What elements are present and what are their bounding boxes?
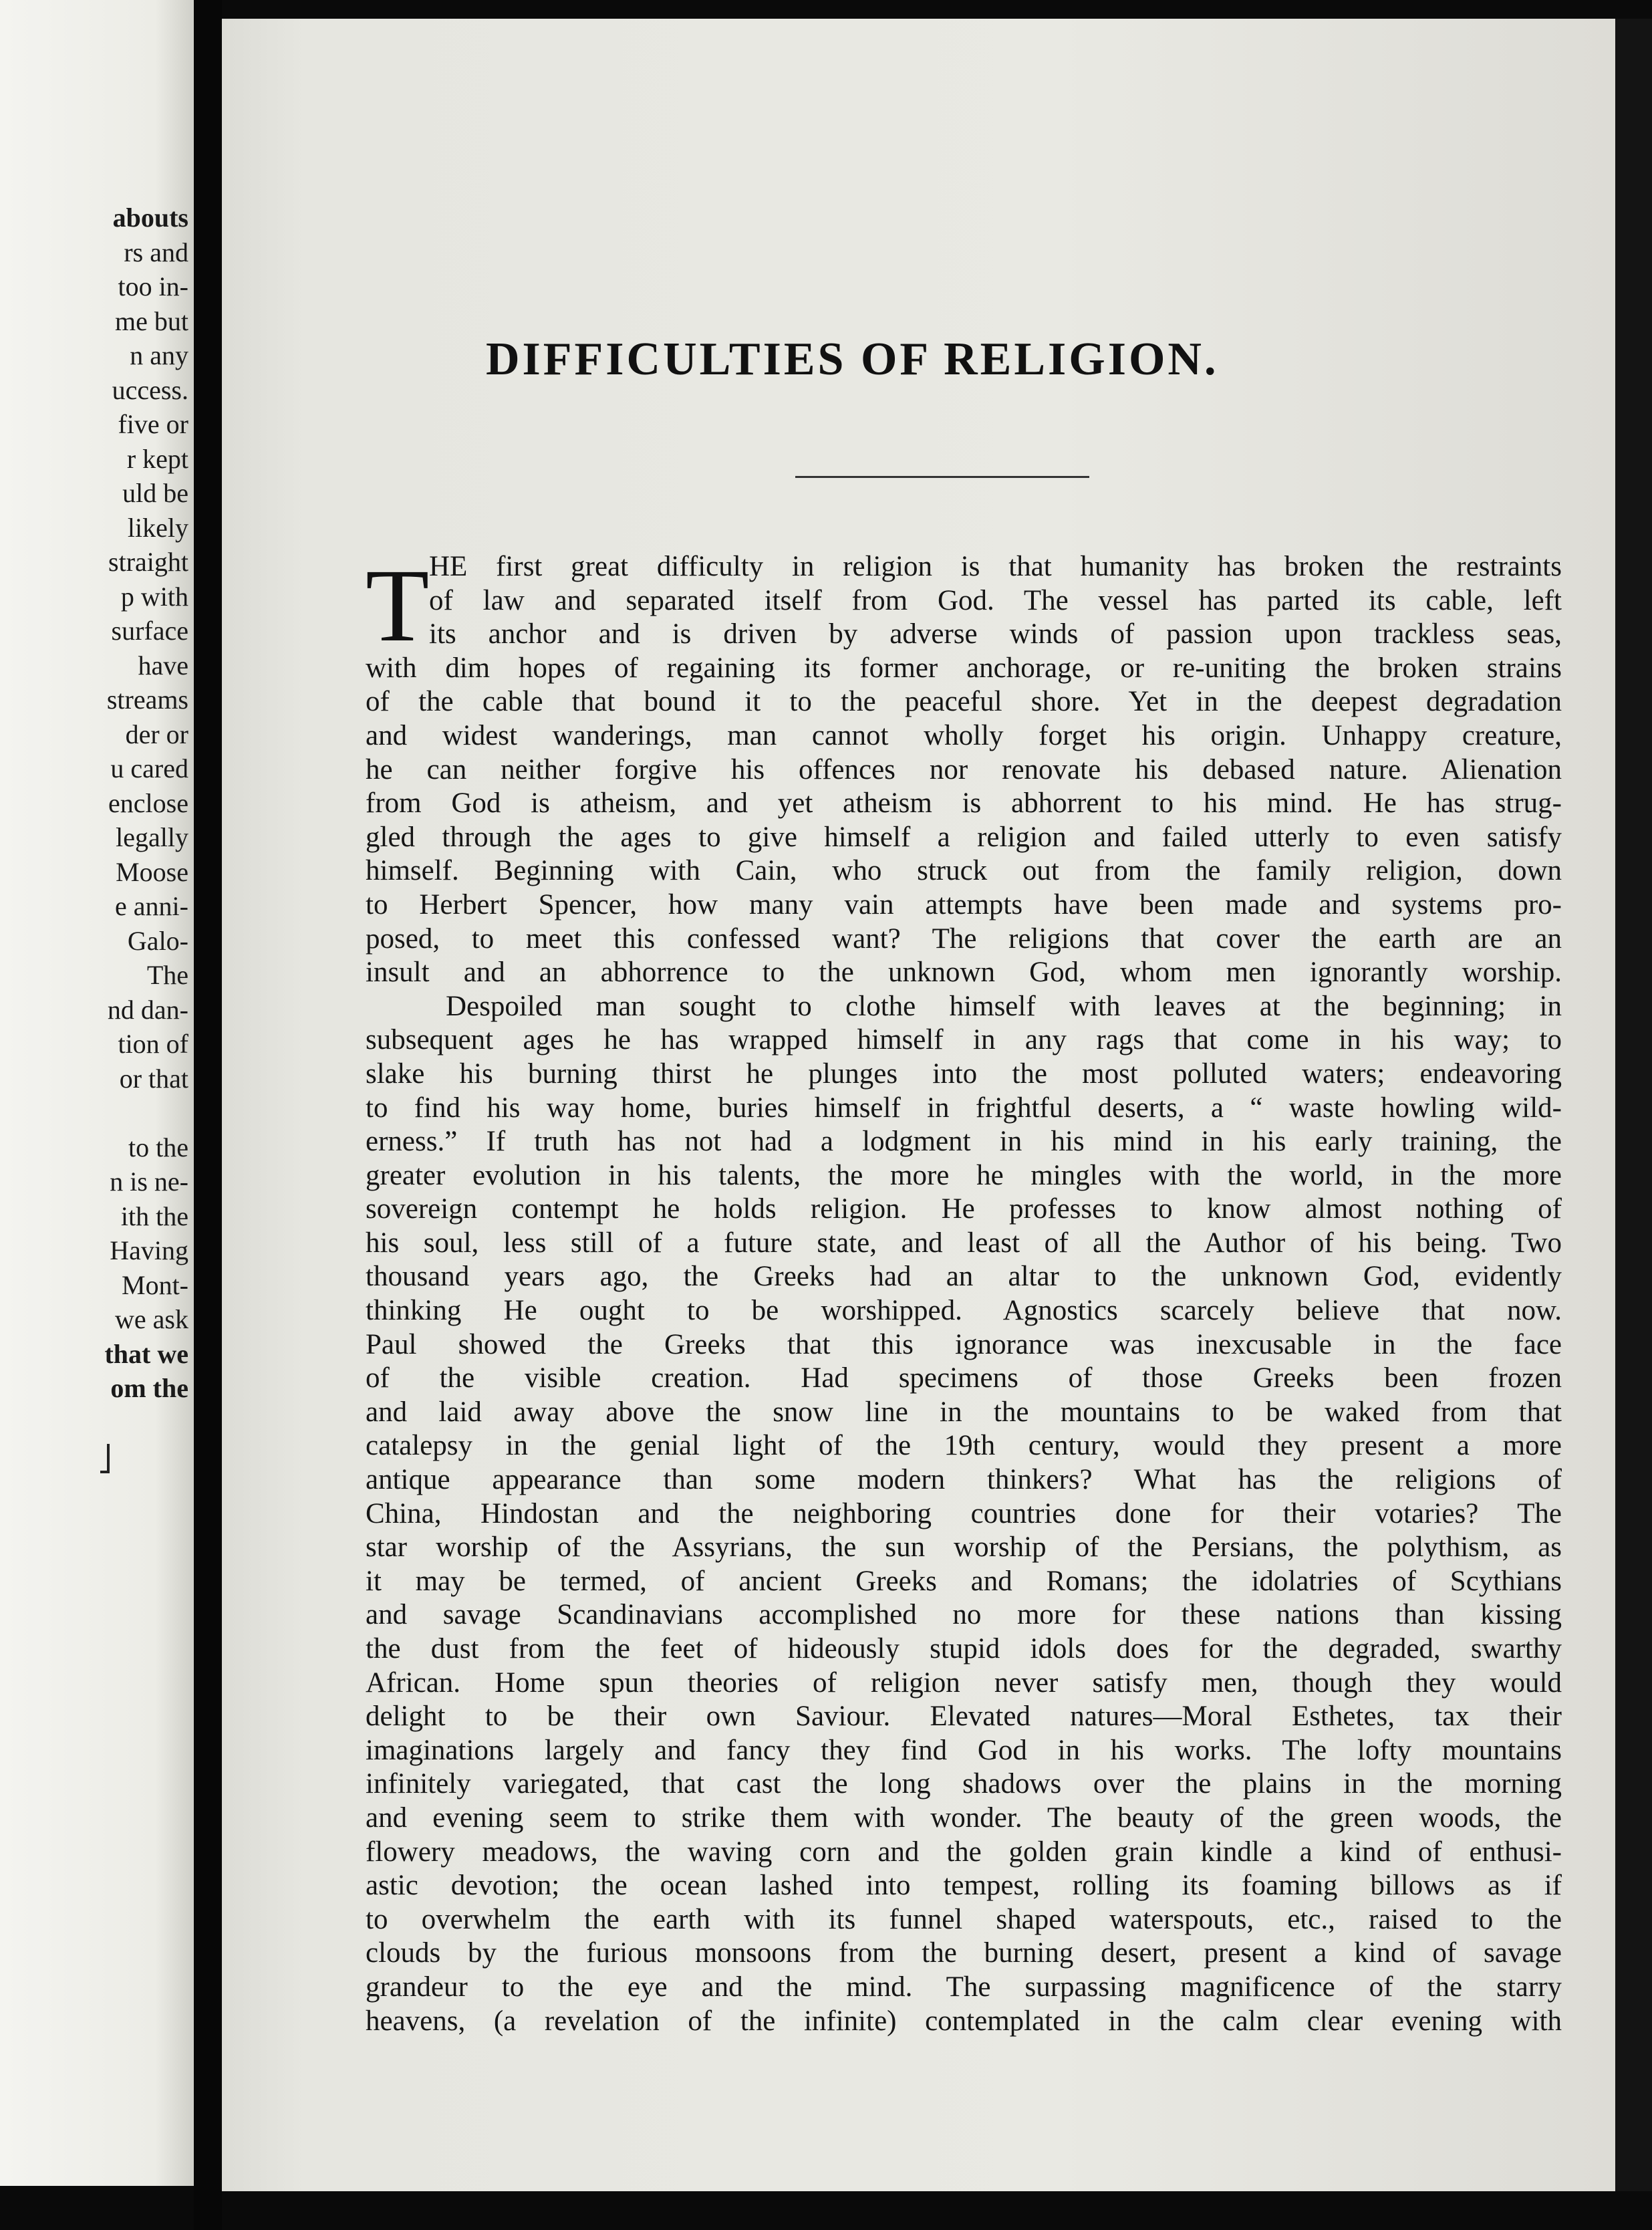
left-page-fragment xyxy=(0,0,194,2186)
left-page-line: n is ne- xyxy=(110,1166,188,1197)
article-line: to overwhelm the earth with its funnel shaped waterspouts, etc., raised to the xyxy=(366,1903,1562,1935)
article-line: and laid away above the snow line in the mountains to be waked from that xyxy=(366,1396,1562,1428)
left-page-line: Moose xyxy=(116,856,188,887)
left-page-line: The xyxy=(146,960,188,990)
left-page-line: enclose xyxy=(108,787,188,818)
left-page-line: have xyxy=(138,650,188,680)
article-line: astic devotion; the ocean lashed into tempest, rolling its foaming billows as if xyxy=(366,1870,1562,1902)
left-page-line: tion of xyxy=(118,1029,188,1059)
drop-cap: T xyxy=(366,547,430,663)
book-gutter xyxy=(194,0,222,2230)
article-line: erness.” If truth has not had a lodgment in his mind in his early training, the xyxy=(366,1126,1562,1158)
article-line: clouds by the furious monsoons from the burning desert, present a kind of savage xyxy=(366,1937,1562,1969)
left-page-line: uld be xyxy=(122,478,188,508)
left-page-line: we ask xyxy=(115,1304,188,1334)
article-line: slake his burning thirst he plunges into the most polluted waters; endeavoring xyxy=(366,1058,1562,1090)
article-line: his soul, less still of a future state, and least of all the Author of his being. Two xyxy=(366,1227,1562,1259)
article-line: with dim hopes of regaining its former anchorage, or re-uniting the broken strains xyxy=(366,652,1562,684)
article-line: to Herbert Spencer, how many vain attempts have been made and systems pro- xyxy=(366,888,1562,920)
left-page-line: to the xyxy=(128,1132,188,1162)
left-page-line: r kept xyxy=(126,443,188,474)
article-line: insult and an abhorrence to the unknown God, whom men ignorantly worship. xyxy=(366,957,1562,989)
article-line: thinking He ought to be worshipped. Agnostics scarcely believe that now. xyxy=(366,1295,1562,1327)
page-edge xyxy=(1615,19,1652,2191)
left-page-line: likely xyxy=(127,512,188,543)
left-page-line xyxy=(0,1096,188,1130)
article-line: it may be termed, of ancient Greeks and Romans; the idolatries of Scythians xyxy=(366,1565,1562,1597)
left-page-line: rs and xyxy=(124,237,188,267)
article-line: posed, to meet this confessed want? The religions that cover the earth are an xyxy=(366,922,1562,955)
article-body xyxy=(366,547,1562,2038)
article-line: and evening seem to strike them with wonder. The beauty of the green woods, the xyxy=(366,1802,1562,1834)
article-line: Paul showed the Greeks that this ignorance was inexcusable in the face xyxy=(366,1328,1562,1360)
article-line: of law and separated itself from God. The vessel has parted its cable, left xyxy=(429,584,1562,616)
left-page-line: five or xyxy=(118,409,188,439)
left-page-line: me but xyxy=(115,305,188,336)
left-page-mark xyxy=(100,1471,110,1473)
left-page-line: abouts xyxy=(112,203,188,233)
article-line: and widest wanderings, man cannot wholly forget his origin. Unhappy creature, xyxy=(366,719,1562,751)
article-line: star worship of the Assyrians, the sun worship of the Persians, the polythism, as xyxy=(366,1531,1562,1564)
left-page-line: e anni- xyxy=(115,891,188,921)
left-page-line: Having xyxy=(110,1235,188,1265)
left-page-line: streams xyxy=(106,685,188,715)
article-line: heavens, (a revelation of the infinite) contemplated in the calm clear evening with xyxy=(366,2005,1562,2037)
article-line: imaginations largely and fancy they find God in his works. The lofty mountains xyxy=(366,1734,1562,1766)
article-line: sovereign contempt he holds religion. He professes to know almost nothing of xyxy=(366,1193,1562,1225)
article-page xyxy=(222,19,1615,2191)
article-line: antique appearance than some modern thinkers? What has the religions of xyxy=(366,1464,1562,1496)
left-page-line: ith the xyxy=(120,1201,188,1231)
left-page-line: Mont- xyxy=(122,1269,188,1300)
article-line: delight to be their own Saviour. Elevated natures—Moral Esthetes, tax their xyxy=(366,1701,1562,1733)
left-page-line: nd dan- xyxy=(107,994,188,1025)
article-line: China, Hindostan and the neighboring countries done for their votaries? The xyxy=(366,1497,1562,1529)
article-line: subsequent ages he has wrapped himself in any rags that come in his way; to xyxy=(366,1024,1562,1056)
article-line: HE first great difficulty in religion is that humanity has broken the restraints xyxy=(429,551,1562,582)
left-page-line: der or xyxy=(125,719,188,749)
article-line: gled through the ages to give himself a religion and failed utterly to even satisfy xyxy=(366,821,1562,853)
left-page-line: legally xyxy=(116,822,188,852)
left-page-mark xyxy=(107,1444,110,1473)
left-page-text xyxy=(0,201,188,1406)
article-line: the dust from the feet of hideously stupid idols does for the degraded, swarthy xyxy=(366,1633,1562,1664)
article-line: greater evolution in his talents, the more he mingles with the world, in the more xyxy=(366,1159,1562,1191)
article-line: flowery meadows, the waving corn and the golden grain kindle a kind of enthusi- xyxy=(366,1836,1562,1868)
article-line: himself. Beginning with Cain, who struck out from the family religion, down xyxy=(366,855,1562,887)
article-line: of the cable that bound it to the peaceful shore. Yet in the deepest degradation xyxy=(366,686,1562,718)
article-line: thousand years ago, the Greeks had an altar to the unknown God, evidently xyxy=(366,1261,1562,1293)
left-page-line: uccess. xyxy=(112,374,188,405)
article-line: grandeur to the eye and the mind. The surpassing magnificence of the starry xyxy=(366,1971,1562,2003)
article-line: catalepsy in the genial light of the 19th century, would they present a more xyxy=(366,1430,1562,1462)
article-line: from God is atheism, and yet atheism is abhorrent to his mind. He has strug- xyxy=(366,787,1562,820)
article-line: African. Home spun theories of religion never satisfy men, though they would xyxy=(366,1666,1562,1699)
article-line: and savage Scandinavians accomplished no more for these nations than kissing xyxy=(366,1599,1562,1631)
left-page-line: u cared xyxy=(110,753,188,783)
left-page-line: Galo- xyxy=(127,925,188,956)
article-line: infinitely variegated, that cast the long shadows over the plains in the morning xyxy=(366,1768,1562,1800)
left-page-line: too in- xyxy=(118,271,188,301)
left-page-line: straight xyxy=(108,547,188,577)
article-line: he can neither forgive his offences nor renovate his debased nature. Alienation xyxy=(366,753,1562,785)
left-page-line: that we xyxy=(104,1338,188,1369)
left-page-line: surface xyxy=(111,616,188,646)
left-page-line: n any xyxy=(130,340,188,370)
article-line: its anchor and is driven by adverse winds of passion upon trackless seas, xyxy=(429,618,1562,650)
article-title: DIFFICULTIES OF RELIGION. xyxy=(486,334,1219,385)
article-line: to find his way home, buries himself in frightful deserts, a “ waste howling wild- xyxy=(366,1092,1562,1124)
title-rule xyxy=(795,476,1089,478)
left-page-line: p with xyxy=(120,581,188,612)
article-line: of the visible creation. Had specimens of those Greeks been frozen xyxy=(366,1362,1562,1394)
left-page-line: or that xyxy=(119,1063,188,1094)
left-page-line: om the xyxy=(110,1373,188,1403)
article-line: Despoiled man sought to clothe himself with leaves at the beginning; in xyxy=(446,990,1562,1022)
